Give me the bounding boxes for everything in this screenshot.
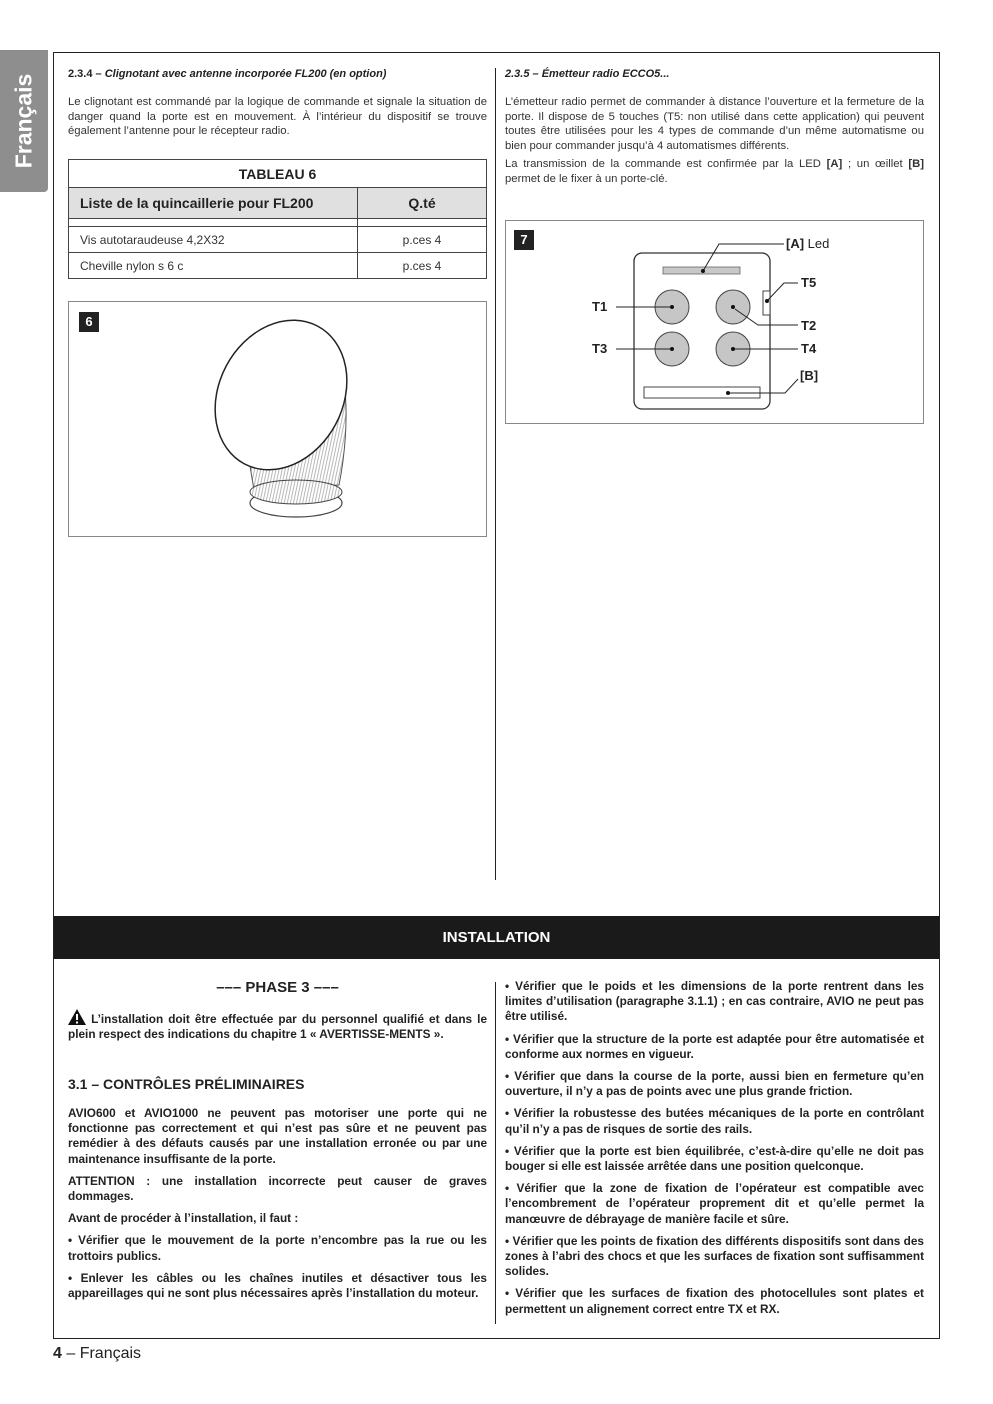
footer-separator: – [61, 1345, 80, 1362]
table-cell-qty: p.ces 4 [358, 227, 487, 253]
page-number: 4 [53, 1345, 62, 1362]
list-item: • Vérifier que les points de fixation des différents dispositifs sont dans des zones à l’abri des chocs et que les surfaces de fixation sont suffisamment solides. [505, 1233, 924, 1279]
column-divider-bottom [495, 982, 496, 1324]
section-235-heading [505, 68, 669, 80]
section-234-title: Clignotant avec antenne incorporée FL200 (en option) [104, 68, 387, 80]
list-item: • Vérifier que le mouvement de la porte n’encombre pas la rue ou les trottoirs publics. [68, 1233, 487, 1263]
figure-6-number: 6 [79, 312, 99, 332]
page-footer [53, 1345, 141, 1363]
list-item: ATTENTION : une installation incorrecte peut causer de graves dommages. [68, 1173, 487, 1204]
preliminary-checks-left [68, 1106, 487, 1308]
section-235-paragraph-2 [505, 157, 924, 186]
preliminary-checks-right [505, 979, 924, 1324]
section-235-body [505, 95, 924, 191]
phase-heading: ––– PHASE 3 ––– [216, 979, 339, 996]
label-t3: T3 [592, 341, 608, 356]
list-item: • Vérifier que la zone de fixation de l’opérateur est compatible avec l’encombrement de l’opérateur proprement dit et qu’elle permet la manœuvre de débrayage de manière facile et sûre. [505, 1181, 924, 1226]
language-tab-label: Français [10, 73, 37, 169]
section-31-title: 3.1 – CONTRÔLES PRÉLIMINAIRES [68, 1076, 305, 1092]
table-cell-item: Vis autotaraudeuse 4,2X32 [69, 227, 358, 253]
list-item: • Vérifier que la porte est bien équilibrée, c’est-à-dire qu’elle ne doit pas bouger si elle est laissée arrêtée dans une position quelconque. [505, 1143, 924, 1174]
table-header-item: Liste de la quincaillerie pour FL200 [69, 188, 358, 219]
warning-paragraph [68, 1009, 487, 1042]
button-t5 [763, 291, 770, 315]
language-tab [0, 50, 48, 192]
list-item: AVIO600 et AVIO1000 ne peuvent pas motoriser une porte qui ne fonctionne pas correctement et qui n’est pas sûre et ne peuvent pas remédier à des défauts causés par une installation erronée ou par une maintenance insuffisante de la porte. [68, 1106, 487, 1166]
list-item: • Vérifier la robustesse des butées mécaniques de la porte en contrôlant qu’il n’y a pas de risques de sortie des rails. [505, 1106, 924, 1136]
label-t4: T4 [801, 341, 817, 356]
section-234-paragraph: Le clignotant est commandé par la logique de commande et signale la situation de danger quand la porte est en mouvement. À l’intérieur du dispositif se trouve également l’antenne pour le récepteur radio. [68, 96, 487, 138]
column-divider-top [495, 68, 496, 880]
figure-7-box [505, 220, 924, 424]
hardware-table [68, 159, 487, 279]
table-title: TABLEAU 6 [69, 160, 487, 188]
table-row [69, 253, 487, 279]
table-header-qty: Q.té [358, 188, 487, 219]
list-item: • Vérifier que les surfaces de fixation des photocellules sont plates et permettent un alignement correct entre TX et RX. [505, 1286, 924, 1316]
label-a: [A] [786, 236, 805, 251]
table-row [69, 227, 487, 253]
footer-language: Français [79, 1345, 142, 1362]
label-led: Led [807, 236, 830, 251]
list-item: • Vérifier que la structure de la porte est adaptée pour être automatisée et conforme aux normes en vigueur. [505, 1031, 924, 1061]
para2-label-a: [A] [826, 158, 843, 171]
label-t5: T5 [801, 275, 817, 290]
table-cell-qty: p.ces 4 [358, 253, 487, 279]
list-item: • Vérifier que le poids et les dimensions de la porte rentrent dans les limites d’utilisation (paragraphe 3.1.1) ; en cas contraire, AVIO ne peut pas être utilisé. [505, 979, 924, 1024]
section-234-number: 2.3.4 – [68, 68, 102, 80]
label-led-a [786, 236, 829, 251]
list-item: • Enlever les câbles ou les chaînes inutiles et désactiver tous les appareillages qui ne sont plus nécessaires après l’installation du moteur. [68, 1270, 487, 1301]
warning-text: L’installation doit être effectuée par du personnel qualifié et dans le plein respect des indications du chapitre 1 « AVERTISSE-MENTS ». [68, 1012, 488, 1042]
section-235-paragraph-1: L’émetteur radio permet de commander à distance l’ouverture et la fermeture de la porte. Il dispose de 5 touches (T5: non utilisé dans cette application) qui peuvent toutes être utilisées pour les 4 types de commande d’un même automatisme ou bien pour commander jusqu’à 4 automatismes différents. [505, 96, 924, 152]
installation-banner: INSTALLATION [54, 916, 939, 959]
list-item: • Vérifier que dans la course de la porte, aussi bien en fermeture qu’en ouverture, il n’y a pas de points avec une plus grande friction. [505, 1069, 924, 1099]
figure-6-box [68, 301, 487, 537]
para2-text-a: La transmission de la commande est confirmée par la LED [505, 158, 827, 171]
section-235-title: 2.3.5 – Émetteur radio ECCO5... [505, 68, 670, 80]
label-t1: T1 [592, 299, 608, 314]
transmitter-body [634, 253, 770, 409]
list-item: Avant de procéder à l’installation, il faut : [68, 1211, 299, 1226]
section-234-heading [68, 68, 386, 80]
table-cell-item: Cheville nylon s 6 c [69, 253, 358, 279]
label-t2: T2 [801, 318, 817, 333]
figure-7-number: 7 [514, 230, 534, 250]
para2-text-e: permet de le fixer à un porte-clé. [505, 172, 668, 185]
label-b: [B] [800, 368, 819, 383]
para2-text-c: ; un œillet [842, 158, 909, 171]
flashing-light-illustration [199, 310, 379, 530]
transmitter-diagram [506, 221, 925, 425]
para2-label-b: [B] [908, 158, 924, 171]
warning-icon [68, 1009, 86, 1025]
